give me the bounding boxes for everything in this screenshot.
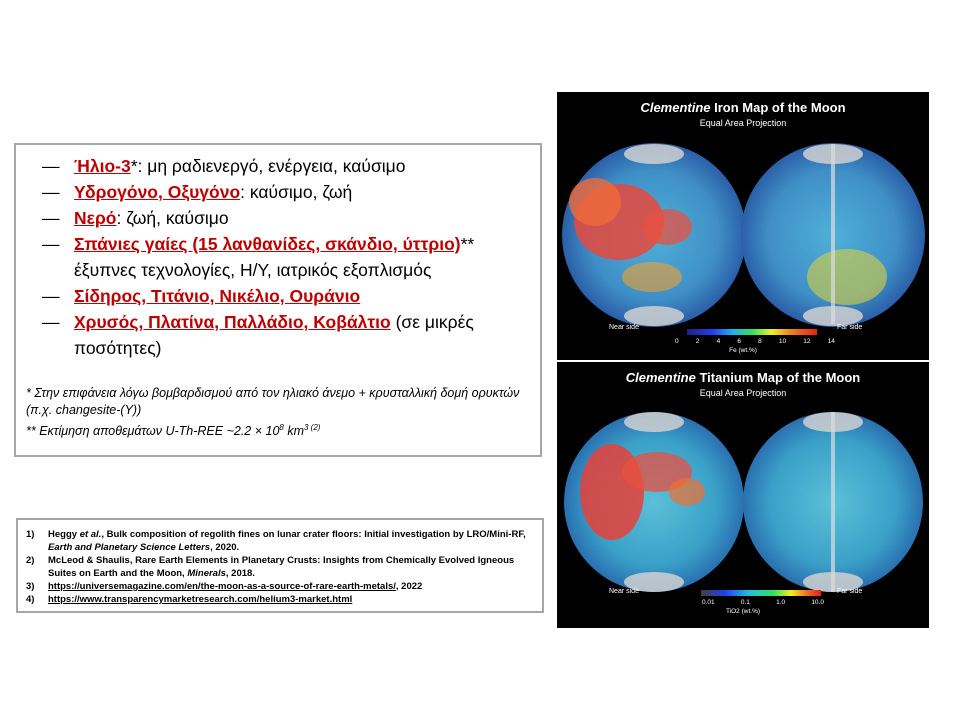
- keyword: Νερό: [74, 208, 117, 228]
- moon-hemispheres: [557, 92, 929, 360]
- ref-italic: et al.: [79, 529, 102, 540]
- ref-number: 2): [26, 555, 35, 566]
- tick-label: 14: [827, 338, 835, 345]
- ref-number: 1): [26, 529, 35, 540]
- keyword: Υδρογόνο, Οξυγόνο: [74, 182, 241, 202]
- scale-ticks: [702, 599, 824, 606]
- tick-label: 6: [737, 338, 741, 345]
- map-subtitle: Equal Area Projection: [699, 388, 787, 398]
- description: (σε μικρές ποσότητες): [74, 312, 474, 358]
- resources-box: [14, 143, 542, 457]
- references-box: [16, 518, 544, 613]
- scale-unit: Fe (wt.%): [729, 347, 757, 354]
- ref-number: 3): [26, 581, 35, 592]
- tick-label: 0.01: [702, 599, 715, 606]
- ref-text: , 2020.: [210, 542, 240, 553]
- ref-journal: Minerals: [187, 568, 226, 579]
- description: : ζωή, καύσιμο: [116, 208, 229, 228]
- ref-text: McLeod & Shaulis, Rare Earth Elements in Planetary Crusts: Insights from Chemically Evolved Igneous Suites on Earth and the Moon,: [48, 555, 515, 579]
- titanium-map-image: [557, 362, 929, 628]
- reference-item: [26, 554, 538, 580]
- list-item: [42, 231, 537, 283]
- list-item: [42, 283, 537, 309]
- exponent: 8: [279, 423, 284, 432]
- resource-list: [42, 153, 537, 361]
- keyword: Σπάνιες γαίες (15 λανθανίδες, σκάνδιο, ύττριο): [74, 234, 461, 254]
- reference-item: [26, 580, 538, 593]
- title-italic: Clementine: [640, 100, 711, 115]
- ref-link[interactable]: https://www.transparencymarketresearch.com/helium3-market.html: [48, 594, 353, 605]
- ref-text: , 2022: [395, 581, 423, 592]
- reference-item: [26, 593, 538, 606]
- tick-label: 0.1: [740, 599, 750, 606]
- footnote-text: ** Εκτίμηση αποθεμάτων U-Th-REE ~2.2 × 10: [26, 424, 280, 439]
- dash: —: [42, 234, 60, 254]
- references-list: [26, 528, 538, 606]
- title-text: Iron Map of the Moon: [710, 100, 846, 115]
- ref-link[interactable]: https://universemagazine.com/en/the-moon-as-a-source-of-rare-earth-metals/: [48, 581, 396, 592]
- color-scale-bar: [687, 329, 817, 335]
- ref-text: Heggy: [48, 529, 80, 540]
- title-italic: Clementine: [625, 370, 696, 385]
- dash: —: [42, 312, 60, 332]
- keyword: Σίδηρος, Τιτάνιο, Νικέλιο, Ουράνιο: [74, 286, 361, 306]
- tick-label: 10: [778, 338, 787, 345]
- far-side-label: Far side: [837, 588, 863, 595]
- tick-label: 2: [695, 338, 700, 345]
- map-title: [557, 100, 929, 115]
- far-side-label: Far side: [837, 324, 863, 331]
- scale-unit: TiO2 (wt.%): [725, 608, 761, 615]
- tick-label: 4: [716, 338, 721, 345]
- dash: —: [42, 208, 60, 228]
- list-item: [42, 205, 537, 231]
- near-side-label: Near side: [609, 324, 639, 331]
- tick-label: 10.0: [811, 599, 824, 606]
- map-subtitle: Equal Area Projection: [699, 118, 787, 128]
- ref-number: 4): [26, 594, 35, 605]
- tick-label: 0: [675, 338, 679, 345]
- unit: km: [283, 424, 304, 439]
- tick-label: 1.0: [776, 599, 786, 606]
- color-scale-bar: [701, 590, 821, 596]
- description: *: μη ραδιενεργό, ενέργεια, καύσιμο: [130, 156, 406, 176]
- description: ** έξυπνες τεχνολογίες, Η/Υ, ιατρικός εξοπλισμός: [74, 234, 475, 280]
- list-item: [42, 153, 537, 179]
- exponent: 3 (2): [304, 423, 321, 432]
- title-text: Titanium Map of the Moon: [695, 370, 861, 385]
- tick-label: 12: [803, 338, 811, 345]
- iron-map-image: [557, 92, 929, 360]
- map-title: [557, 370, 929, 385]
- near-side-label: Near side: [609, 588, 639, 595]
- tick-label: 8: [758, 338, 762, 345]
- list-item: [42, 309, 537, 361]
- ref-journal: Earth and Planetary Science Letters: [48, 542, 211, 553]
- dash: —: [42, 182, 60, 202]
- footnote-1: * Στην επιφάνεια λόγω βομβαρδισμού από τον ηλιακό άνεμο + κρυσταλλική δομή ορυκτών (π.χ. changesite-(Y)): [26, 386, 520, 417]
- dash: —: [42, 286, 60, 306]
- footnotes: [26, 385, 531, 440]
- dash: —: [42, 156, 60, 176]
- scale-ticks: [675, 338, 835, 345]
- ref-text: , Bulk composition of regolith fines on lunar crater floors: Initial investigation by LRO/Mini-RF,: [101, 529, 526, 540]
- ref-text: , 2018.: [225, 568, 255, 579]
- list-item: [42, 179, 537, 205]
- description: : καύσιμο, ζωή: [240, 182, 353, 202]
- reference-item: [26, 528, 538, 554]
- keyword: Ήλιο-3: [74, 156, 131, 176]
- keyword: Χρυσός, Πλατίνα, Παλλάδιο, Κοβάλτιο: [74, 312, 391, 332]
- footnote-2: [26, 419, 531, 440]
